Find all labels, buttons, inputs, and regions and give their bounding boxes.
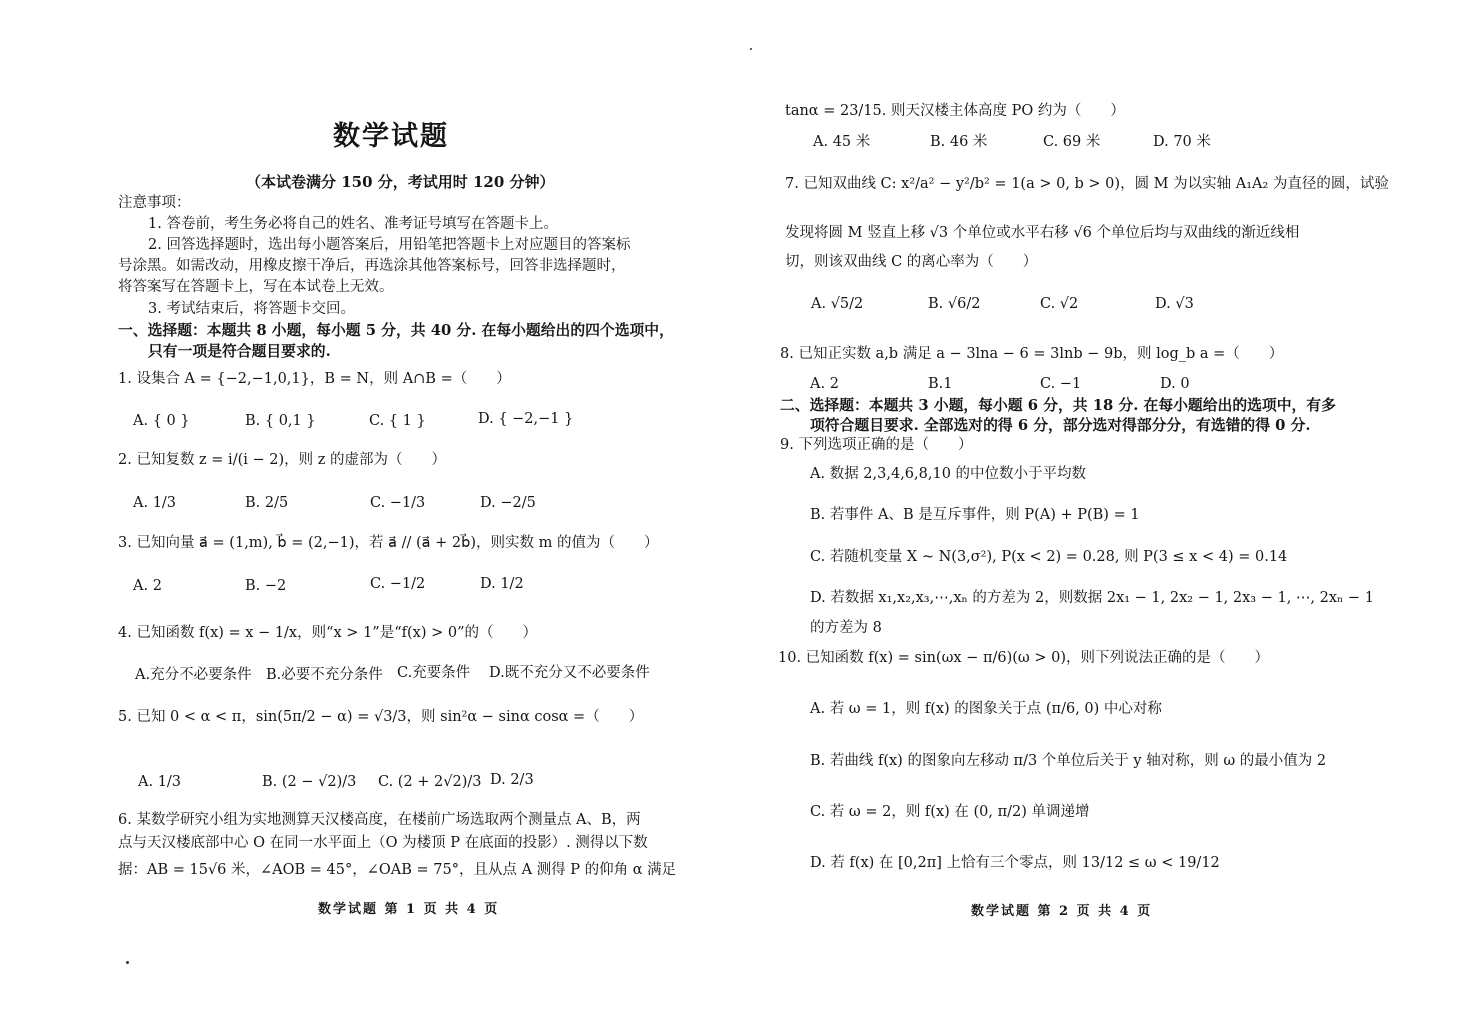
section-2-heading: 二、选择题：本题共 3 小题，每小题 6 分，共 18 分. 在每小题给出的选项中，有多 — [780, 397, 1336, 414]
question-7-option-c: C. √2 — [1040, 296, 1079, 312]
question-8-option-c: C. −1 — [1040, 376, 1082, 392]
question-2-option-b: B. 2/5 — [245, 495, 289, 511]
question-9-option-c: C. 若随机变量 X ~ N(3,σ²), P(x < 2) = 0.28, 则 P(3 ≤ x < 4) = 0.14 — [810, 549, 1288, 565]
question-5-option-a: A. 1/3 — [138, 774, 182, 790]
question-4-option-d: D.既不充分又不必要条件 — [489, 665, 650, 681]
question-10-option-c: C. 若 ω = 2，则 f(x) 在 (0, π/2) 单调递增 — [810, 804, 1090, 820]
question-7-line-1: 7. 已知双曲线 C: x²/a² − y²/b² = 1(a > 0, b > 0)，圆 M 为以实轴 A₁A₂ 为直径的圆，试验 — [785, 176, 1389, 192]
question-9-option-d-cont: 的方差为 8 — [810, 620, 882, 636]
question-1-stem: 1. 设集合 A = {−2,−1,0,1}，B = N，则 A∩B =（ ） — [118, 371, 511, 387]
question-7-line-2: 发现将圆 M 竖直上移 √3 个单位或水平右移 √6 个单位后均与双曲线的渐近线相 — [785, 225, 1300, 241]
question-9-option-d: D. 若数据 x₁,x₂,x₃,⋯,xₙ 的方差为 2，则数据 2x₁ − 1, 2x₂ − 1, 2x₃ − 1, ⋯, 2xₙ − 1 — [810, 590, 1374, 606]
question-4-stem: 4. 已知函数 f(x) = x − 1/x，则“x > 1”是“f(x) > 0”的（ ） — [118, 625, 537, 641]
exam-subtitle: （本试卷满分 150 分，考试用时 120 分钟） — [246, 173, 555, 191]
question-4-option-c: C.充要条件 — [397, 665, 471, 681]
question-3-option-a: A. 2 — [133, 578, 162, 594]
question-10-option-b: B. 若曲线 f(x) 的图象向左移动 π/3 个单位后关于 y 轴对称，则 ω 的最小值为 2 — [810, 753, 1327, 769]
question-7-line-3: 切，则该双曲线 C 的离心率为（ ） — [785, 254, 1038, 270]
question-9-option-a: A. 数据 2,3,4,6,8,10 的中位数小于平均数 — [810, 466, 1087, 482]
question-6-option-c: C. 69 米 — [1043, 134, 1101, 150]
question-10-stem: 10. 已知函数 f(x) = sin(ωx − π/6)(ω > 0)，则下列说法正确的是（ ） — [778, 650, 1269, 666]
question-7-option-d: D. √3 — [1155, 296, 1194, 312]
question-7-option-a: A. √5/2 — [811, 296, 864, 312]
page-2-footer: 数学试题 第 2 页 共 4 页 — [971, 904, 1153, 919]
question-3-option-c: C. −1/2 — [370, 576, 426, 592]
question-4-option-a: A.充分不必要条件 — [135, 667, 252, 683]
question-3-stem: 3. 已知向量 a⃗ = (1,m), b⃗ = (2,−1)，若 a⃗ // (a⃗ + 2b⃗)，则实数 m 的值为（ ） — [118, 535, 659, 551]
question-2-option-c: C. −1/3 — [370, 495, 426, 511]
question-9-option-b: B. 若事件 A、B 是互斥事件，则 P(A) + P(B) = 1 — [810, 507, 1140, 523]
question-10-option-a: A. 若 ω = 1，则 f(x) 的图象关于点 (π/6, 0) 中心对称 — [810, 701, 1162, 717]
question-1-option-b: B. { 0,1 } — [245, 413, 316, 429]
question-6-option-d: D. 70 米 — [1153, 134, 1211, 150]
question-5-option-d: D. 2/3 — [490, 772, 534, 788]
note-3: 3. 考试结束后，将答题卡交回。 — [148, 301, 355, 317]
note-2-cont-1: 号涂黑。如需改动，用橡皮擦干净后，再选涂其他答案标号，回答非选择题时， — [118, 258, 626, 274]
question-5-option-c: C. (2 + 2√2)/3 — [378, 774, 482, 790]
question-6-option-a: A. 45 米 — [813, 134, 871, 150]
question-3-option-b: B. −2 — [245, 578, 287, 594]
question-1-option-d: D. { −2,−1 } — [478, 411, 574, 427]
question-9-stem: 9. 下列选项正确的是（ ） — [780, 437, 973, 453]
section-2-heading-cont: 项符合题目要求. 全部选对的得 6 分，部分选对得部分分，有选错的得 0 分. — [810, 417, 1311, 434]
section-1-heading: 一、选择题：本题共 8 小题，每小题 5 分，共 40 分. 在每小题给出的四个选项中， — [118, 322, 674, 339]
scan-speck — [750, 48, 752, 50]
question-8-option-b: B.1 — [928, 376, 953, 392]
question-6-line-3: 据：AB = 15√6 米，∠AOB = 45°，∠OAB = 75°，且从点 A 测得 P 的仰角 α 满足 — [118, 862, 677, 878]
question-8-option-a: A. 2 — [810, 376, 839, 392]
note-2: 2. 回答选择题时，选出每小题答案后，用铅笔把答题卡上对应题目的答案标 — [148, 237, 631, 253]
question-1-option-c: C. { 1 } — [369, 413, 426, 429]
question-6-line-2: 点与天汉楼底部中心 O 在同一水平面上（O 为楼顶 P 在底面的投影）. 测得以下数 — [118, 835, 648, 851]
section-1-heading-cont: 只有一项是符合题目要求的. — [148, 343, 331, 360]
question-1-option-a: A. { 0 } — [133, 413, 190, 429]
question-3-option-d: D. 1/2 — [480, 576, 524, 592]
question-6-option-b: B. 46 米 — [930, 134, 988, 150]
note-1: 1. 答卷前，考生务必将自己的姓名、准考证号填写在答题卡上。 — [148, 216, 558, 232]
question-6-line-1: 6. 某数学研究小组为实地测算天汉楼高度，在楼前广场选取两个测量点 A、B，两 — [118, 812, 641, 828]
exam-title: 数学试题 — [333, 121, 449, 152]
question-2-option-a: A. 1/3 — [133, 495, 177, 511]
note-2-cont-2: 将答案写在答题卡上，写在本试卷上无效。 — [118, 279, 394, 295]
exam-page-2 — [735, 0, 1465, 1016]
page-1-footer: 数学试题 第 1 页 共 4 页 — [318, 902, 500, 917]
question-2-stem: 2. 已知复数 z = i/(i − 2)，则 z 的虚部为（ ） — [118, 452, 446, 468]
question-7-option-b: B. √6/2 — [928, 296, 981, 312]
question-6-continued: tanα = 23/15. 则天汉楼主体高度 PO 约为（ ） — [785, 103, 1125, 119]
scan-speck — [126, 961, 129, 964]
question-2-option-d: D. −2/5 — [480, 495, 536, 511]
question-8-stem: 8. 已知正实数 a,b 满足 a − 3lna − 6 = 3lnb − 9b，则 log_b a =（ ） — [780, 346, 1284, 362]
question-8-option-d: D. 0 — [1160, 376, 1190, 392]
question-5-option-b: B. (2 − √2)/3 — [262, 774, 357, 790]
notes-heading: 注意事项： — [118, 195, 191, 211]
question-10-option-d: D. 若 f(x) 在 [0,2π] 上恰有三个零点，则 13/12 ≤ ω < 19/12 — [810, 855, 1220, 871]
question-5-stem: 5. 已知 0 < α < π，sin(5π/2 − α) = √3/3，则 sin²α − sinα cosα =（ ） — [118, 709, 644, 725]
question-4-option-b: B.必要不充分条件 — [266, 667, 383, 683]
